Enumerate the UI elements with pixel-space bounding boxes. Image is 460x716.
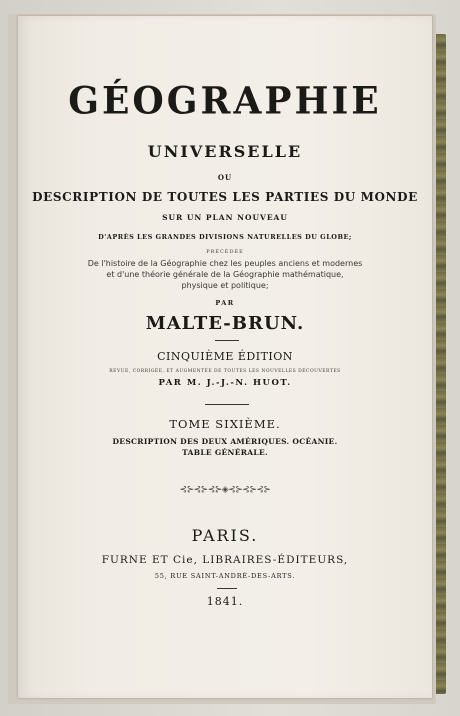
conjunction-ou: OU — [217, 173, 233, 182]
main-title: GÉOGRAPHIE — [68, 78, 382, 124]
revision-line: REVUE, CORRIGÉE, ET AUGMENTÉE DE TOUTES LES NOUVELLES DÉCOUVERTES — [109, 369, 341, 374]
author-name: MALTE-BRUN. — [145, 313, 305, 334]
contents-line-2: TABLE GÉNÉRALE. — [182, 448, 268, 457]
editor-line: PAR M. J.-J.-N. HUOT. — [158, 378, 292, 388]
divider-rule — [215, 340, 239, 341]
contents-line-1: DESCRIPTION DES DEUX AMÉRIQUES. OCÉANIE. — [112, 437, 338, 446]
par-line: PAR — [215, 299, 235, 307]
history-line-1: De l'histoire de la Géographie chez les peuples anciens et modernes — [87, 259, 363, 268]
plan-line: SUR UN PLAN NOUVEAU — [162, 213, 288, 222]
ornament-icon: ⊰⊱⊰⊱⊰⊱◈⊰⊱⊰⊱⊰⊱ — [179, 485, 271, 495]
history-line-3: physique et politique; — [181, 281, 269, 290]
divisions-line: D'APRÈS LES GRANDES DIVISIONS NATURELLES DU GLOBE; — [98, 233, 352, 241]
city-line: PARIS. — [191, 526, 259, 545]
address-line: 55, RUE SAINT-ANDRÉ-DES-ARTS. — [154, 572, 296, 580]
divider-rule — [217, 588, 237, 589]
edition-line: CINQUIÈME ÉDITION — [157, 350, 293, 363]
precede-line: PRÉCÉDÉE — [206, 249, 244, 255]
subtitle: UNIVERSELLE — [147, 142, 303, 161]
publisher-line: FURNE ET Cie, LIBRAIRES-ÉDITEURS, — [101, 554, 349, 566]
year-line: 1841. — [206, 595, 244, 608]
history-line-2: et d'une théorie générale de la Géographie mathématique, — [106, 270, 344, 279]
description-line: DESCRIPTION DE TOUTES LES PARTIES DU MONDE — [32, 190, 418, 204]
divider-rule — [205, 404, 249, 405]
volume-line: TOME SIXIÈME. — [169, 417, 281, 431]
